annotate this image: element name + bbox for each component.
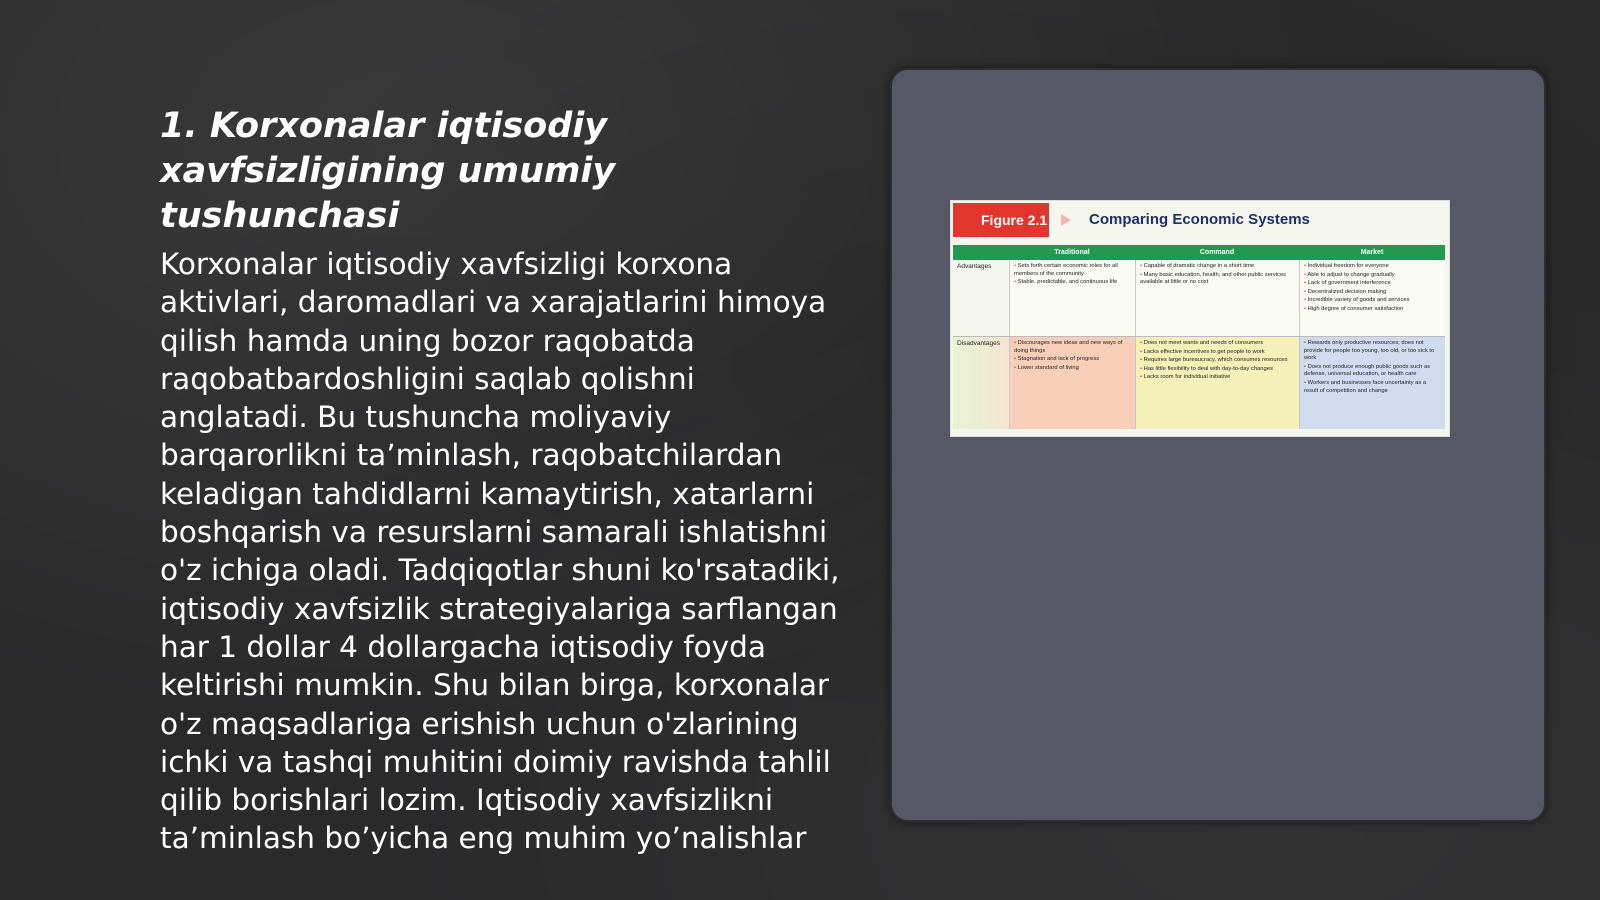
list-item: • Lack of government interference	[1304, 280, 1441, 288]
slide-paragraph: Korxonalar iqtisodiy xavfsizligi korxona aktivlari, daromadlari va xarajatlarini himoya qilish hamda uning bozor raqobatda raqobatbardoshligini saqlab qolishni anglatadi. Bu tushuncha moliyaviy barqarorlikni ta’minlash, raqobatchilardan keladigan tahdidlarni kamaytirish, xatarlarni boshqarish va resurslarni samarali ishlatishni o'z ichiga oladi. Tadqiqotlar shuni ko'rsatadiki, iqtisodiy xavfsizlik strategiyalariga sarflangan har 1 dollar 4 dollargacha iqtisodiy foyda keltirishi mumkin. Shu bilan birga, korxonalar o'z maqsadlariga erishish uchun o'zlarining ichki va tashqi muhitini doimiy ravishda tahlil qilib borishlari lozim. Iqtisodiy xavfsizlikni ta’minlash bo’yicha eng muhim yo’nalishlar	[160, 247, 840, 856]
list-item: • Has little flexibility to deal with day-to-day changes	[1140, 366, 1295, 374]
list-item: • Lower standard of living	[1014, 365, 1131, 373]
table-header-row	[953, 245, 1445, 260]
comparison-table	[953, 245, 1445, 429]
table-cell	[1299, 260, 1445, 336]
figure-badge: Figure 2.1	[953, 203, 1049, 237]
list-item: • Able to adjust to change gradually	[1304, 272, 1441, 280]
list-item: • Lacks room for individual initiative	[1140, 374, 1295, 382]
table-cell	[1299, 337, 1445, 429]
table-row-advantages	[953, 260, 1445, 336]
table-row-disadvantages	[953, 336, 1445, 429]
figure-title: Comparing Economic Systems	[1089, 211, 1310, 228]
image-panel	[890, 68, 1546, 822]
table-header-market: Market	[1360, 249, 1384, 256]
list-item: • Workers and businesses face uncertainty as a result of competition and change	[1304, 380, 1441, 395]
table-cell	[1009, 260, 1135, 336]
play-arrow-icon	[1061, 214, 1071, 226]
list-item: • Stable, predictable, and continuous life	[1014, 279, 1131, 287]
list-item: • Discourages new ideas and new ways of doing things	[1014, 340, 1131, 355]
list-item: • Individual freedom for everyone	[1304, 263, 1441, 271]
list-item: • Capable of dramatic change in a short time	[1140, 263, 1295, 271]
list-item: • Many basic education, health, and other public services available at little or no cost	[1140, 272, 1295, 287]
table-cell	[1135, 260, 1299, 336]
table-cell	[1135, 337, 1299, 429]
list-item: • Rewards only productive resources; does not provide for people too young, too old, or too sick to work	[1304, 340, 1441, 363]
list-item: • Sets forth certain economic roles for all members of the community	[1014, 263, 1131, 278]
list-item: • Stagnation and lack of progress	[1014, 356, 1131, 364]
table-cell	[1009, 337, 1135, 429]
row-label: Advantages	[957, 263, 992, 270]
table-header-command: Command	[1199, 249, 1235, 256]
list-item: • Lacks effective incentives to get people to work	[1140, 349, 1295, 357]
list-item: • Incredible variety of goods and services	[1304, 297, 1441, 305]
figure-header	[951, 201, 1449, 241]
slide-title: 1. Korxonalar iqtisodiy xavfsizligining umumiy tushunchasi	[160, 106, 616, 236]
list-item: • Requires large bureaucracy, which consumes resources	[1140, 357, 1295, 365]
table-header-traditional: Traditional	[1054, 249, 1090, 256]
figure-comparing-economic-systems	[950, 200, 1450, 437]
row-label: Disadvantages	[953, 337, 1009, 429]
list-item: • Decentralized decision making	[1304, 289, 1441, 297]
list-item: • Does not meet wants and needs of consumers	[1140, 340, 1295, 348]
list-item: • High degree of consumer satisfaction	[1304, 306, 1441, 314]
table-header-cell	[953, 245, 1009, 260]
list-item: • Does not produce enough public goods such as defense, universal education, or health care	[1304, 364, 1441, 379]
